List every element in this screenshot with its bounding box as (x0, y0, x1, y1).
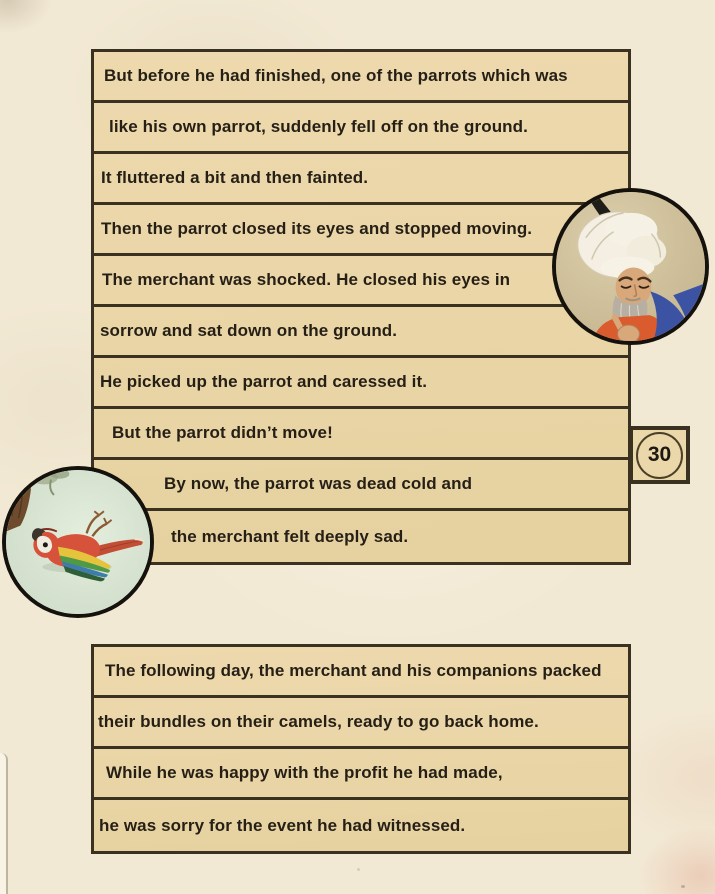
dead-parrot-icon (6, 470, 150, 614)
story-text: By now, the parrot was dead cold and (164, 474, 473, 493)
story-row (94, 256, 628, 307)
merchant-portrait-icon (556, 192, 705, 341)
page-edge-fold (0, 753, 8, 894)
story-text: He picked up the parrot and caressed it. (100, 372, 428, 391)
story-row (94, 103, 628, 154)
story-row (94, 511, 628, 562)
story-text: he was sorry for the event he had witnessed. (99, 815, 466, 835)
story-panel-top (91, 49, 631, 565)
paper-speck (357, 868, 360, 871)
page-number-circle (636, 432, 683, 479)
story-text: But before he had finished, one of the parrots which was (104, 66, 568, 85)
story-row (94, 52, 628, 103)
paper-speck (681, 885, 685, 888)
story-text: sorrow and sat down on the ground. (100, 321, 398, 340)
story-text: While he was happy with the profit he had made, (106, 763, 503, 782)
story-row (94, 358, 628, 409)
story-row (94, 800, 628, 851)
story-row (94, 698, 628, 749)
story-text: It fluttered a bit and then fainted. (101, 168, 369, 187)
story-text: their bundles on their camels, ready to go back home. (98, 712, 539, 731)
story-row (94, 749, 628, 800)
story-text: Then the parrot closed its eyes and stopped moving. (101, 219, 533, 238)
story-text: the merchant felt deeply sad. (171, 526, 409, 546)
dead-parrot-illustration (2, 466, 154, 618)
story-text: The following day, the merchant and his companions packed (105, 661, 602, 680)
story-row (94, 647, 628, 698)
story-text: like his own parrot, suddenly fell off on the ground. (109, 117, 528, 136)
story-row (94, 460, 628, 511)
story-text: But the parrot didn’t move! (112, 423, 333, 442)
story-row (94, 154, 628, 205)
page-number: 30 (647, 443, 672, 466)
story-row (94, 205, 628, 256)
merchant-illustration (552, 188, 709, 345)
story-text: The merchant was shocked. He closed his eyes in (102, 270, 511, 289)
story-panel-bottom (91, 644, 631, 854)
story-row (94, 409, 628, 460)
page-number-badge (629, 426, 690, 484)
story-row (94, 307, 628, 358)
